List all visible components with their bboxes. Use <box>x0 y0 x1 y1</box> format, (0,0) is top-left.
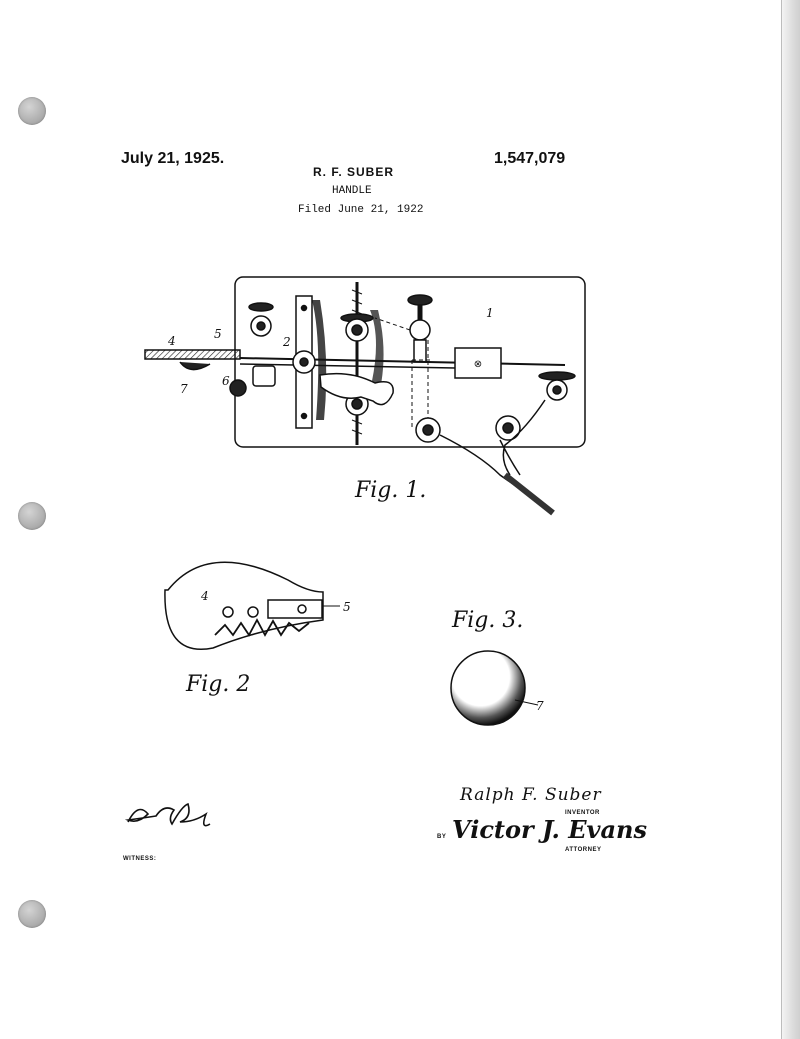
witness-signature <box>128 804 210 826</box>
adjusting-screw <box>408 295 432 362</box>
fig1-label: Fig. 1. <box>355 478 427 503</box>
numeral-2: 2 <box>283 335 291 349</box>
by-label: BY <box>437 834 447 840</box>
filed-date: Filed June 21, 1922 <box>298 204 424 216</box>
inventor-label: INVENTOR <box>565 810 600 816</box>
numeral-4: 4 <box>168 334 176 348</box>
numeral-7: 7 <box>180 382 188 396</box>
numeral-5-fig2: 5 <box>343 600 351 614</box>
hole <box>223 607 233 617</box>
patent-title: HANDLE <box>332 185 372 197</box>
attorney-label: ATTORNEY <box>565 847 602 853</box>
inventor-signature: Ralph F. Suber <box>460 785 602 805</box>
fig3-label: Fig. 3. <box>452 608 524 633</box>
fig2-drawing <box>165 562 340 649</box>
binding-post <box>539 372 575 400</box>
lever-arm <box>240 358 565 365</box>
numeral-6: 6 <box>222 374 230 388</box>
insert <box>268 600 322 618</box>
svg-text:⊗: ⊗ <box>473 359 483 370</box>
numeral-5: 5 <box>214 327 222 341</box>
handle-knob <box>180 362 210 370</box>
numeral-4-fig2: 4 <box>201 589 209 603</box>
binding-post <box>249 303 273 336</box>
contact-ball <box>230 380 246 396</box>
fig3-drawing <box>451 651 544 725</box>
numeral-1: 1 <box>486 306 494 320</box>
shading <box>370 310 384 390</box>
cable <box>440 400 550 510</box>
knob-ball <box>451 651 525 725</box>
inventor-name-header: R. F. SUBER <box>313 165 395 179</box>
patent-number: 1,547,079 <box>494 150 566 167</box>
patent-date: July 21, 1925. <box>121 150 225 167</box>
cable-sheath <box>505 475 553 513</box>
attorney-signature: Victor J. Evans <box>452 815 647 844</box>
numeral-7-fig3: 7 <box>536 699 544 713</box>
hole <box>248 607 258 617</box>
binding-post <box>341 314 373 341</box>
witness-label: WITNESS: <box>123 856 157 862</box>
handle-section <box>145 350 240 359</box>
fig2-label: Fig. 2 <box>186 672 251 697</box>
